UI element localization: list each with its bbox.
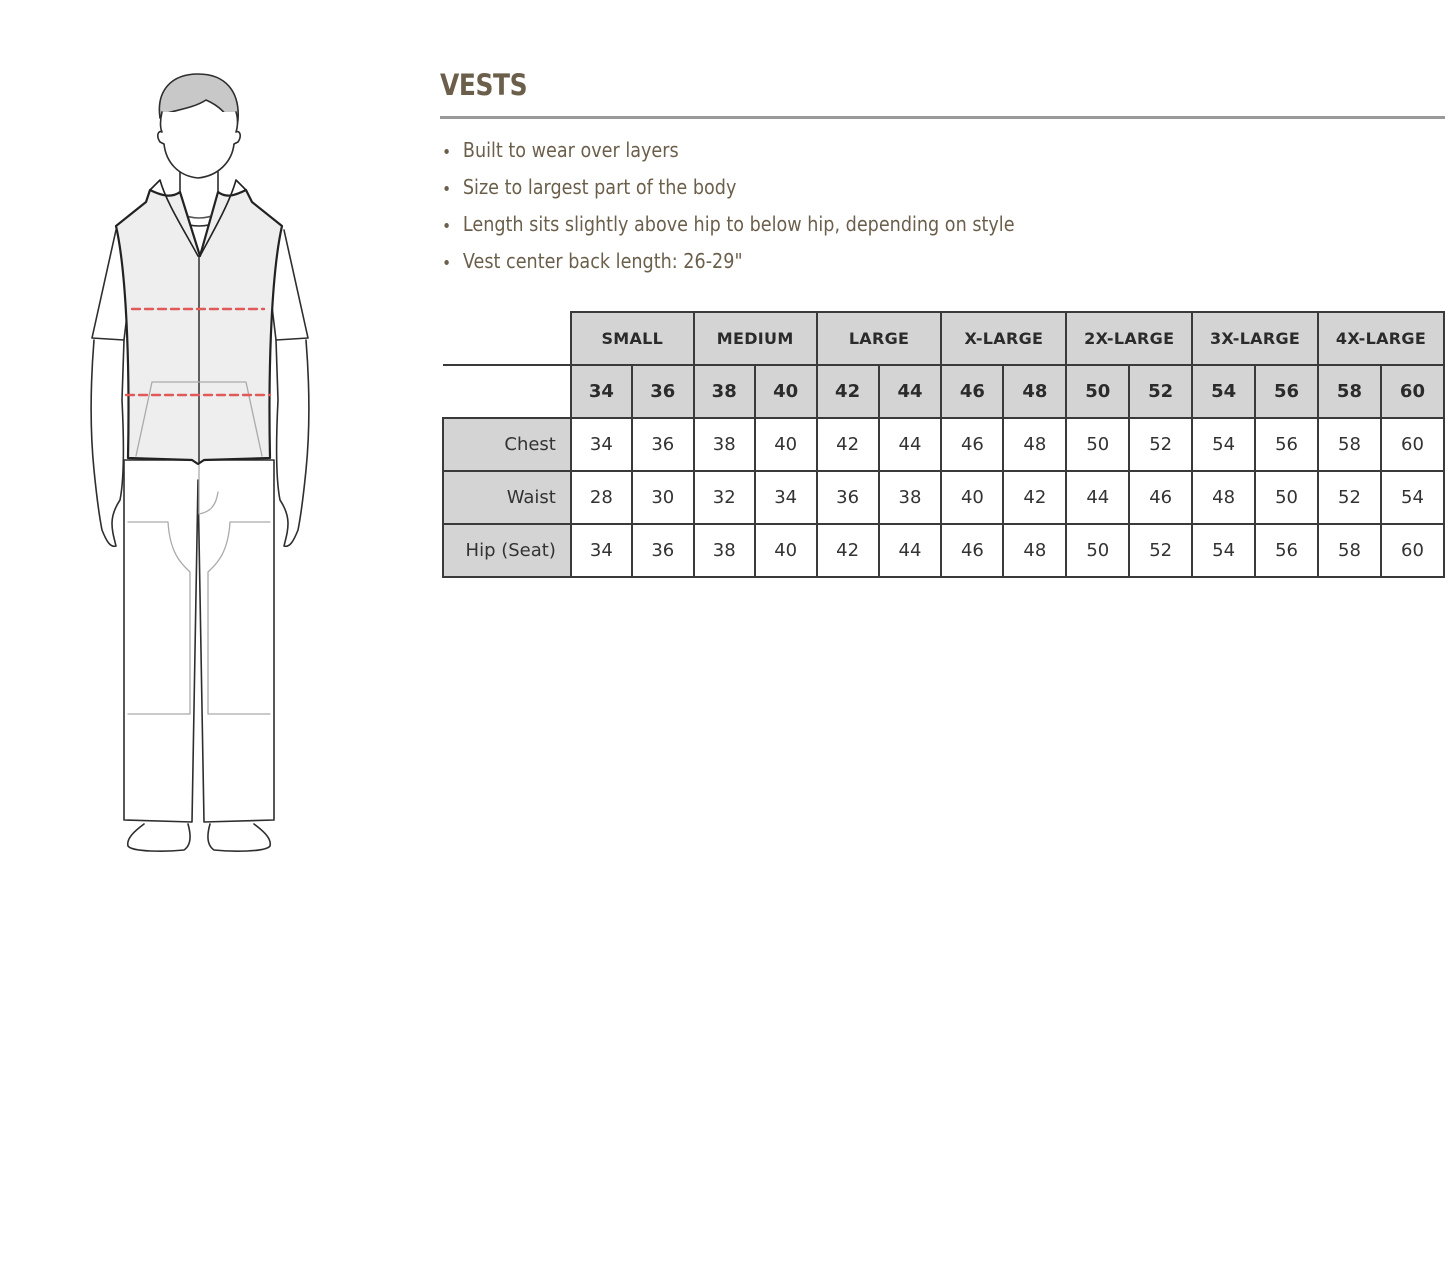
size-number-header-row <box>443 365 1444 418</box>
size-number: 42 <box>817 365 879 418</box>
table-cell: 44 <box>1066 471 1129 524</box>
table-cell: 58 <box>1318 418 1381 471</box>
table-cell: 54 <box>1192 524 1255 577</box>
table-cell: 60 <box>1381 524 1444 577</box>
size-group-small: SMALL <box>571 312 694 365</box>
empty-corner-cell <box>443 365 571 418</box>
table-cell: 54 <box>1381 471 1444 524</box>
table-cell: 42 <box>817 418 879 471</box>
size-number: 36 <box>632 365 694 418</box>
size-number: 56 <box>1255 365 1318 418</box>
size-group-4x-large: 4X-LARGE <box>1318 312 1444 365</box>
row-label-waist: Waist <box>443 471 571 524</box>
size-chart-table <box>442 311 1445 578</box>
size-group-header-row <box>443 312 1444 365</box>
size-number: 58 <box>1318 365 1381 418</box>
table-cell: 52 <box>1129 524 1192 577</box>
size-group-2x-large: 2X-LARGE <box>1066 312 1192 365</box>
size-group-3x-large: 3X-LARGE <box>1192 312 1318 365</box>
table-cell: 56 <box>1255 418 1318 471</box>
table-cell: 54 <box>1192 418 1255 471</box>
table-cell: 56 <box>1255 524 1318 577</box>
page-title: VESTS <box>440 68 528 102</box>
title-divider <box>440 116 1445 119</box>
feature-item: Built to wear over layers <box>440 134 1015 171</box>
table-cell: 48 <box>1003 524 1066 577</box>
table-cell: 38 <box>879 471 942 524</box>
table-cell: 50 <box>1066 418 1129 471</box>
table-cell: 44 <box>879 418 942 471</box>
size-number: 46 <box>941 365 1003 418</box>
feature-item: Size to largest part of the body <box>440 171 1015 208</box>
size-group-large: LARGE <box>817 312 942 365</box>
table-cell: 38 <box>694 418 755 471</box>
row-label-chest: Chest <box>443 418 571 471</box>
feature-item: Vest center back length: 26-29" <box>440 245 1015 282</box>
size-group-x-large: X-LARGE <box>941 312 1066 365</box>
table-cell: 52 <box>1129 418 1192 471</box>
table-cell: 40 <box>755 524 817 577</box>
table-cell: 34 <box>755 471 817 524</box>
size-number: 44 <box>879 365 942 418</box>
table-cell: 58 <box>1318 524 1381 577</box>
table-cell: 60 <box>1381 418 1444 471</box>
table-cell: 44 <box>879 524 942 577</box>
table-cell: 32 <box>694 471 755 524</box>
size-number: 50 <box>1066 365 1129 418</box>
table-cell: 36 <box>632 418 694 471</box>
row-label-hip: Hip (Seat) <box>443 524 571 577</box>
size-group-medium: MEDIUM <box>694 312 817 365</box>
table-cell: 42 <box>817 524 879 577</box>
table-cell: 28 <box>571 471 632 524</box>
table-row-hip <box>443 524 1444 577</box>
size-number: 48 <box>1003 365 1066 418</box>
size-number: 40 <box>755 365 817 418</box>
size-number: 60 <box>1381 365 1444 418</box>
table-row-waist <box>443 471 1444 524</box>
table-cell: 46 <box>941 524 1003 577</box>
table-cell: 40 <box>941 471 1003 524</box>
size-number: 52 <box>1129 365 1192 418</box>
table-cell: 30 <box>632 471 694 524</box>
table-cell: 36 <box>817 471 879 524</box>
table-cell: 38 <box>694 524 755 577</box>
feature-item: Length sits slightly above hip to below hip, depending on style <box>440 208 1015 245</box>
table-cell: 50 <box>1066 524 1129 577</box>
feature-list <box>440 134 1093 282</box>
empty-corner-cell <box>443 312 571 365</box>
table-cell: 40 <box>755 418 817 471</box>
table-cell: 46 <box>1129 471 1192 524</box>
table-cell: 34 <box>571 418 632 471</box>
table-cell: 48 <box>1192 471 1255 524</box>
table-row-chest <box>443 418 1444 471</box>
size-number: 38 <box>694 365 755 418</box>
person-vest-illustration-icon <box>80 60 320 860</box>
size-number: 54 <box>1192 365 1255 418</box>
table-cell: 52 <box>1318 471 1381 524</box>
table-cell: 46 <box>941 418 1003 471</box>
table-cell: 48 <box>1003 418 1066 471</box>
table-cell: 36 <box>632 524 694 577</box>
table-cell: 50 <box>1255 471 1318 524</box>
table-cell: 42 <box>1003 471 1066 524</box>
table-cell: 34 <box>571 524 632 577</box>
size-number: 34 <box>571 365 632 418</box>
